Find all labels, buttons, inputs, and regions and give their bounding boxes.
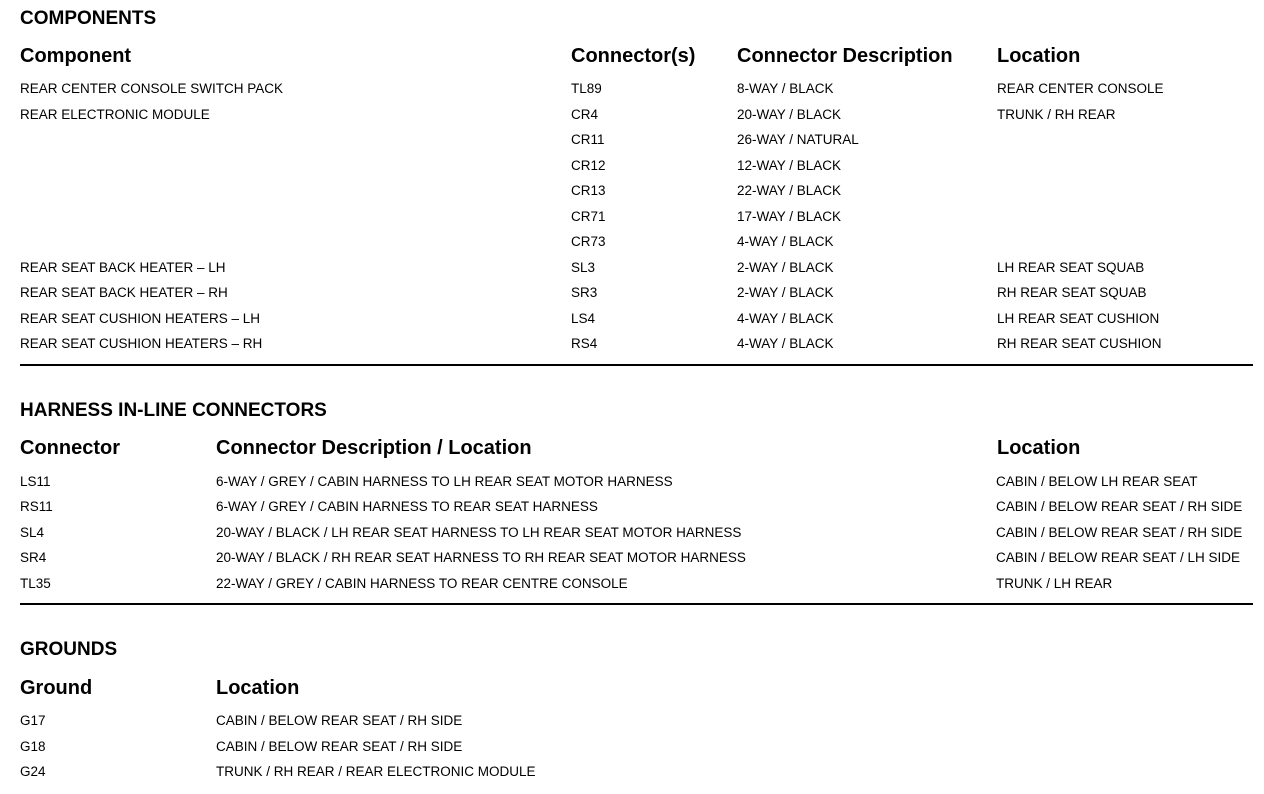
components-row-connector-cell: CR13	[571, 183, 606, 198]
components-row-component-cell: REAR ELECTRONIC MODULE	[20, 106, 210, 122]
components-row-connector-cell: LS4	[571, 310, 596, 326]
grounds-row-ground-cell: G17	[20, 713, 46, 728]
components-row-connector-cell: CR4	[571, 106, 599, 122]
grounds-section-title: GROUNDS	[20, 639, 118, 660]
harness-header-connector: Connector	[20, 437, 120, 459]
harness-row-connector-cell: TL35	[20, 575, 51, 591]
components-divider	[20, 364, 1253, 366]
harness-row-connector-cell: LS11	[20, 473, 51, 489]
components-header-description: Connector Description	[737, 45, 953, 67]
components-row-description-cell: 22-WAY / BLACK	[737, 183, 842, 198]
harness-row-location-cell: CABIN / BELOW LH REAR SEAT	[996, 473, 1198, 489]
components-row-component-cell: REAR SEAT BACK HEATER – RH	[20, 285, 228, 300]
components-row-connector-cell: CR73	[571, 234, 606, 249]
grounds-row-location-cell: CABIN / BELOW REAR SEAT / RH SIDE	[216, 738, 463, 754]
components-row-connector-cell: SR3	[571, 285, 598, 300]
components-row-description-cell: 4-WAY / BLACK	[737, 336, 834, 351]
grounds-header-location: Location	[216, 677, 300, 699]
components-row-component-cell: REAR SEAT CUSHION HEATERS – LH	[20, 310, 261, 326]
components-row-connector-cell: CR11	[571, 132, 605, 147]
grounds-row-location-cell: TRUNK / RH REAR / REAR ELECTRONIC MODULE	[216, 764, 536, 779]
components-header-connectors: Connector(s)	[571, 45, 696, 67]
grounds-header-ground: Ground	[20, 677, 93, 699]
components-row-description-cell: 2-WAY / BLACK	[737, 259, 834, 275]
components-section-title: COMPONENTS	[20, 8, 157, 29]
harness-divider	[20, 603, 1253, 605]
harness-row-location-cell: CABIN / BELOW REAR SEAT / RH SIDE	[996, 524, 1243, 540]
components-row-connector-cell: TL89	[571, 81, 602, 96]
grounds-row-ground-cell: G24	[20, 764, 46, 779]
harness-row-location-cell: CABIN / BELOW REAR SEAT / RH SIDE	[996, 499, 1243, 514]
components-row-description-cell: 26-WAY / NATURAL	[737, 132, 859, 147]
components-row-location-cell: LH REAR SEAT SQUAB	[997, 259, 1145, 275]
components-row-connector-cell: RS4	[571, 336, 598, 351]
components-row-component-cell: REAR CENTER CONSOLE SWITCH PACK	[20, 81, 284, 96]
components-row-description-cell: 20-WAY / BLACK	[737, 106, 842, 122]
harness-row-description-cell: 6-WAY / GREY / CABIN HARNESS TO LH REAR SEAT MOTOR HARNESS	[216, 473, 673, 489]
harness-row-description-cell: 22-WAY / GREY / CABIN HARNESS TO REAR CENTRE CONSOLE	[216, 575, 628, 591]
grounds-row-location-cell: CABIN / BELOW REAR SEAT / RH SIDE	[216, 713, 463, 728]
components-row-description-cell: 17-WAY / BLACK	[737, 208, 842, 224]
harness-row-location-cell: TRUNK / LH REAR	[996, 575, 1113, 591]
components-row-component-cell: REAR SEAT BACK HEATER – LH	[20, 259, 226, 275]
components-header-location: Location	[997, 45, 1081, 67]
harness-row-connector-cell: SL4	[20, 524, 45, 540]
components-row-description-cell: 12-WAY / BLACK	[737, 157, 842, 173]
components-row-connector-cell: CR12	[571, 157, 606, 173]
components-row-location-cell: TRUNK / RH REAR	[997, 106, 1116, 122]
components-row-location-cell: RH REAR SEAT SQUAB	[997, 285, 1147, 300]
components-row-component-cell: REAR SEAT CUSHION HEATERS – RH	[20, 336, 263, 351]
components-row-description-cell: 4-WAY / BLACK	[737, 310, 834, 326]
harness-section-title: HARNESS IN-LINE CONNECTORS	[20, 400, 327, 421]
components-row-description-cell: 8-WAY / BLACK	[737, 81, 834, 96]
harness-header-description: Connector Description / Location	[216, 437, 532, 459]
components-row-description-cell: 2-WAY / BLACK	[737, 285, 834, 300]
components-row-description-cell: 4-WAY / BLACK	[737, 234, 834, 249]
components-row-location-cell: LH REAR SEAT CUSHION	[997, 310, 1160, 326]
grounds-row-ground-cell: G18	[20, 738, 46, 754]
components-row-connector-cell: SL3	[571, 259, 596, 275]
components-row-location-cell: RH REAR SEAT CUSHION	[997, 336, 1162, 351]
components-row-location-cell: REAR CENTER CONSOLE	[997, 81, 1164, 96]
harness-row-location-cell: CABIN / BELOW REAR SEAT / LH SIDE	[996, 550, 1241, 565]
components-row-connector-cell: CR71	[571, 208, 606, 224]
harness-row-description-cell: 20-WAY / BLACK / RH REAR SEAT HARNESS TO RH REAR SEAT MOTOR HARNESS	[216, 550, 746, 565]
harness-row-description-cell: 6-WAY / GREY / CABIN HARNESS TO REAR SEAT HARNESS	[216, 499, 598, 514]
harness-row-connector-cell: RS11	[20, 499, 53, 514]
harness-row-description-cell: 20-WAY / BLACK / LH REAR SEAT HARNESS TO LH REAR SEAT MOTOR HARNESS	[216, 524, 742, 540]
components-header-component: Component	[20, 45, 132, 67]
harness-row-connector-cell: SR4	[20, 550, 47, 565]
harness-header-location: Location	[997, 437, 1081, 459]
